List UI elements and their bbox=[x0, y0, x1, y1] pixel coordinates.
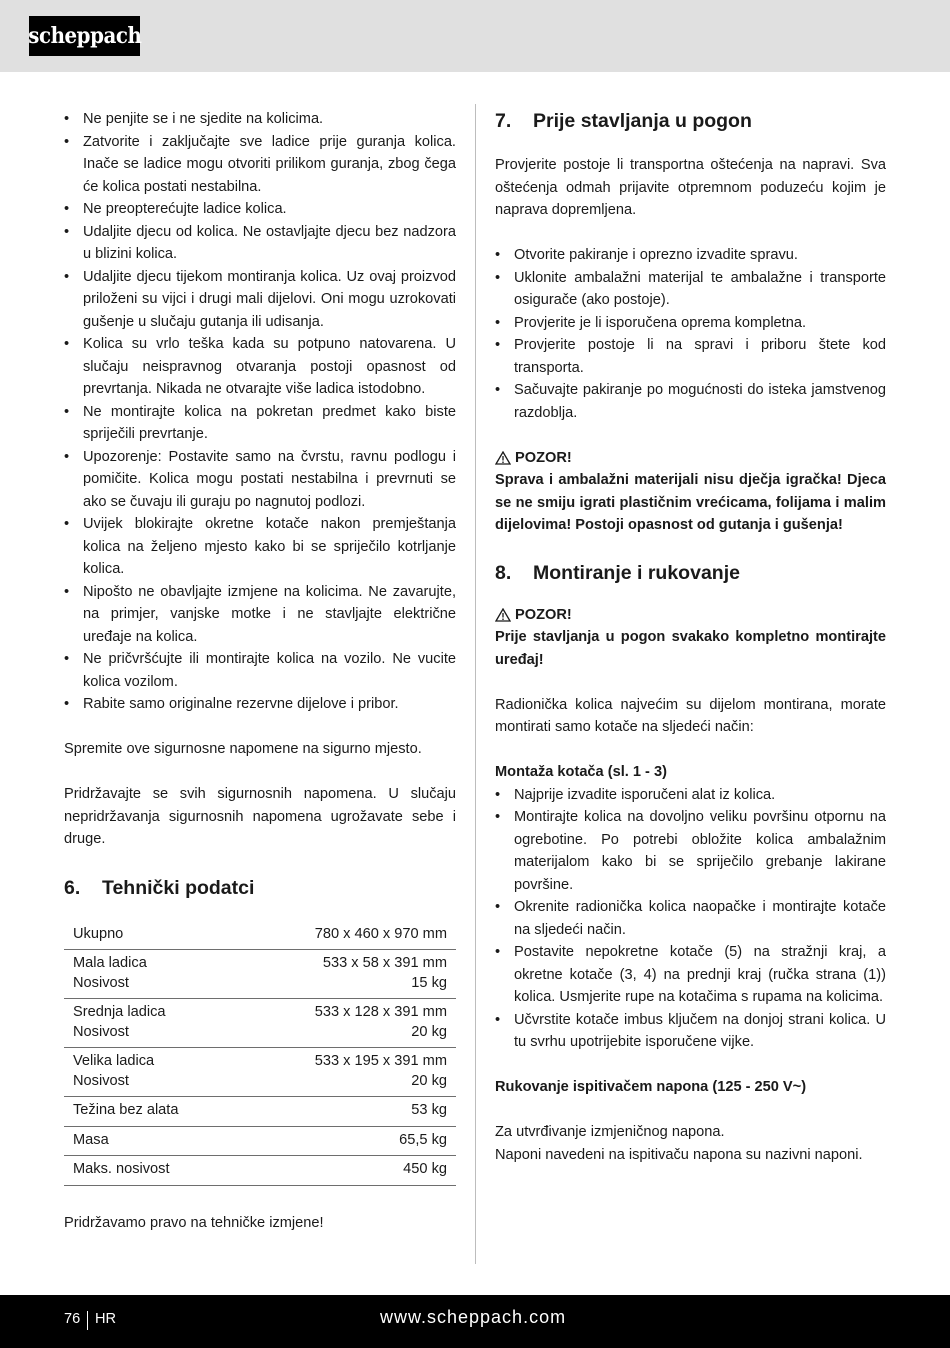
mount-heading: Montaža kotača (sl. 1 - 3) bbox=[495, 764, 667, 780]
section-6-heading bbox=[64, 875, 456, 901]
footer-bar bbox=[0, 1295, 950, 1348]
list-item: • Kolica su vrlo teška kada su potpuno natovarena. U slučaju neispravnog otvaranja postoji opasnost od prevrtanja. Nikada ne otvarajte više ladica istodobno. bbox=[64, 333, 456, 401]
list-item: • Sačuvajte pakiranje po mogućnosti do isteka jamstvenog razdoblja. bbox=[495, 379, 886, 424]
spec-value: 20 kg bbox=[411, 1023, 447, 1040]
column-divider bbox=[475, 104, 476, 1264]
tester-line: Naponi navedeni na ispitivaču napona su nazivni naponi. bbox=[495, 1146, 863, 1163]
spec-value: 20 kg bbox=[411, 1072, 447, 1089]
table-row bbox=[64, 1156, 456, 1186]
list-item: • Uklonite ambalažni materijal te ambalažne i transporte osigurače (ako postoje). bbox=[495, 267, 886, 312]
spec-label: Velika ladica bbox=[73, 1053, 155, 1069]
spec-value: 533 x 58 x 391 mm bbox=[322, 955, 447, 971]
section-title: Tehnički podatci bbox=[102, 876, 255, 899]
header-band bbox=[0, 0, 950, 72]
section-number: 6. bbox=[64, 876, 81, 899]
spec-label: Ukupno bbox=[73, 925, 124, 942]
list-item: • Nipošto ne obavljajte izmjene na kolicima. Ne zavarujte, na primjer, vanjske motke i ne stavljajte električne uređaje na kolica. bbox=[64, 581, 456, 649]
section-title: Prije stavljanja u pogon bbox=[533, 110, 752, 132]
right-column bbox=[495, 108, 886, 1166]
list-item: • Okrenite radionička kolica naopačke i montirajte kotače na sljedeći način. bbox=[495, 896, 886, 941]
table-row bbox=[64, 1126, 456, 1156]
spec-label: Srednja ladica bbox=[73, 1004, 166, 1020]
list-item: • Otvorite pakiranje i oprezno izvadite spravu. bbox=[495, 244, 886, 267]
warning-heading bbox=[495, 604, 886, 627]
language-code: HR bbox=[95, 1311, 117, 1327]
warning-text: Prije stavljanja u pogon svakako kompletno montirajte uređaj! bbox=[495, 629, 886, 668]
table-row bbox=[64, 1097, 456, 1127]
tech-note: Pridržavamo pravo na tehničke izmjene! bbox=[64, 1214, 324, 1231]
list-item: • Provjerite postoje li na spravi i priboru štete kod transporta. bbox=[495, 334, 886, 379]
list-item: • Učvrstite kotače imbus ključem na donjoj strani kolica. U tu svrhu upotrijebite isporučene vijke. bbox=[495, 1009, 886, 1054]
list-item: • Najprije izvadite isporučeni alat iz kolica. bbox=[495, 784, 886, 807]
section-7-heading bbox=[495, 108, 886, 134]
tester-heading: Rukovanje ispitivačem napona (125 - 250 V~) bbox=[495, 1079, 807, 1095]
table-row bbox=[64, 950, 456, 999]
tester-line: Za utvrđivanje izmjeničnog napona. bbox=[495, 1124, 725, 1140]
list-item: • Ne pričvršćujte ili montirajte kolica na vozilo. Ne vucite kolica vozilom. bbox=[64, 648, 456, 693]
list-item: • Ne penjite se i ne sjedite na kolicima. bbox=[64, 108, 456, 131]
spec-value: 53 kg bbox=[411, 1102, 447, 1118]
footer-separator bbox=[87, 1311, 88, 1330]
list-item: • Provjerite je li isporučena oprema kompletna. bbox=[495, 312, 886, 335]
table-row bbox=[64, 921, 456, 950]
spec-value: 780 x 460 x 970 mm bbox=[314, 925, 447, 942]
warning-heading bbox=[495, 447, 886, 470]
list-item: • Udaljite djecu od kolica. Ne ostavljajte djecu bez nadzora u blizini kolica. bbox=[64, 221, 456, 266]
spec-label: Nosivost bbox=[73, 974, 129, 991]
section-8-heading bbox=[495, 560, 886, 586]
section-title: Montiranje i rukovanje bbox=[533, 561, 740, 584]
list-item: • Udaljite djecu tijekom montiranja kolica. Uz ovaj proizvod priloženi su vijci i drugi mali dijelovi. Oni mogu uzrokovati gušenje u slučaju gutanja ili udisanja. bbox=[64, 266, 456, 334]
spec-value: 533 x 195 x 391 mm bbox=[314, 1053, 447, 1069]
mount-list bbox=[495, 784, 886, 1054]
keep-note: Spremite ove sigurnosne napomene na sigurno mjesto. bbox=[64, 741, 422, 757]
warning-label: POZOR! bbox=[515, 606, 572, 623]
section-number: 8. bbox=[495, 561, 512, 584]
spec-label: Mala ladica bbox=[73, 955, 147, 971]
spec-label: Nosivost bbox=[73, 1072, 129, 1089]
list-item: • Upozorenje: Postavite samo na čvrstu, ravnu podlogu i pomičite. Kolica mogu postati nestabilna i prevrnuti se ako se čuvaju ili guraju po nagnutoj podlozi. bbox=[64, 446, 456, 514]
spec-label: Težina bez alata bbox=[73, 1102, 179, 1118]
warning-triangle-icon bbox=[495, 608, 511, 622]
left-column bbox=[64, 108, 456, 1234]
warning-label: POZOR! bbox=[515, 449, 572, 466]
section-8-intro: Radionička kolica najvećim su dijelom montirana, morate montirati samo kotače na sljedeći način: bbox=[495, 696, 886, 735]
list-item: • Postavite nepokretne kotače (5) na stražnji kraj, a okretne kotače (3, 4) na prednji kraj (ručka strana (1)) kolica. Usmjerite rupe na kotačima s rupama na kolicima. bbox=[495, 941, 886, 1009]
spec-value: 450 kg bbox=[403, 1161, 447, 1177]
list-item: • Zatvorite i zaključajte sve ladice prije guranja kolica. Inače se ladice mogu otvoriti prilikom guranja, zbog čega će kolica postati nestabilna. bbox=[64, 131, 456, 199]
table-row bbox=[64, 999, 456, 1048]
spec-value: 65,5 kg bbox=[399, 1131, 447, 1148]
spec-label: Maks. nosivost bbox=[73, 1161, 170, 1177]
spec-value: 15 kg bbox=[411, 974, 447, 991]
spec-value: 533 x 128 x 391 mm bbox=[314, 1004, 447, 1020]
section-number: 7. bbox=[495, 110, 512, 132]
list-item: • Montirajte kolica na dovoljno veliku površinu otpornu na ogrebotine. Po potrebi obložite kolica ambalažnim materijalom kako bi se spriječilo grebanje lakirane površine. bbox=[495, 806, 886, 896]
safety-list bbox=[64, 108, 456, 716]
spec-label: Masa bbox=[73, 1131, 109, 1148]
list-item: • Ne montirajte kolica na pokretan predmet kako biste spriječili prevrtanje. bbox=[64, 401, 456, 446]
website-link[interactable]: www.scheppach.com bbox=[380, 1307, 567, 1327]
warning-triangle-icon bbox=[495, 451, 511, 465]
spec-label: Nosivost bbox=[73, 1023, 129, 1040]
page-number: 76 bbox=[64, 1311, 81, 1327]
list-item: • Uvijek blokirajte okretne kotače nakon premještanja kolica na željeno mjesto kako bi se spriječilo kotrljanje kolica. bbox=[64, 513, 456, 581]
logo-text: scheppach bbox=[27, 23, 142, 49]
warning-text: Sprava i ambalažni materijali nisu dječja igračka! Djeca se ne smiju igrati plastičnim vrećicama, folijama i malim dijelovima! Postoji opasnost od gutanja i gušenja! bbox=[495, 472, 886, 533]
follow-note: Pridržavajte se svih sigurnosnih napomena. U slučaju nepridržavanja sigurnosnih napomena ugrožavate sebe i druge. bbox=[64, 786, 456, 847]
list-item: • Rabite samo originalne rezervne dijelove i pribor. bbox=[64, 693, 456, 716]
section-7-intro: Provjerite postoje li transportna oštećenja na napravi. Sva oštećenja odmah prijavite otpremnom poduzeću kojim je naprava dopremljena. bbox=[495, 157, 886, 218]
table-row bbox=[64, 1048, 456, 1097]
scheppach-logo bbox=[29, 16, 140, 56]
spec-table bbox=[64, 921, 456, 1186]
section-7-list bbox=[495, 244, 886, 424]
list-item: • Ne preopterećujte ladice kolica. bbox=[64, 198, 456, 221]
